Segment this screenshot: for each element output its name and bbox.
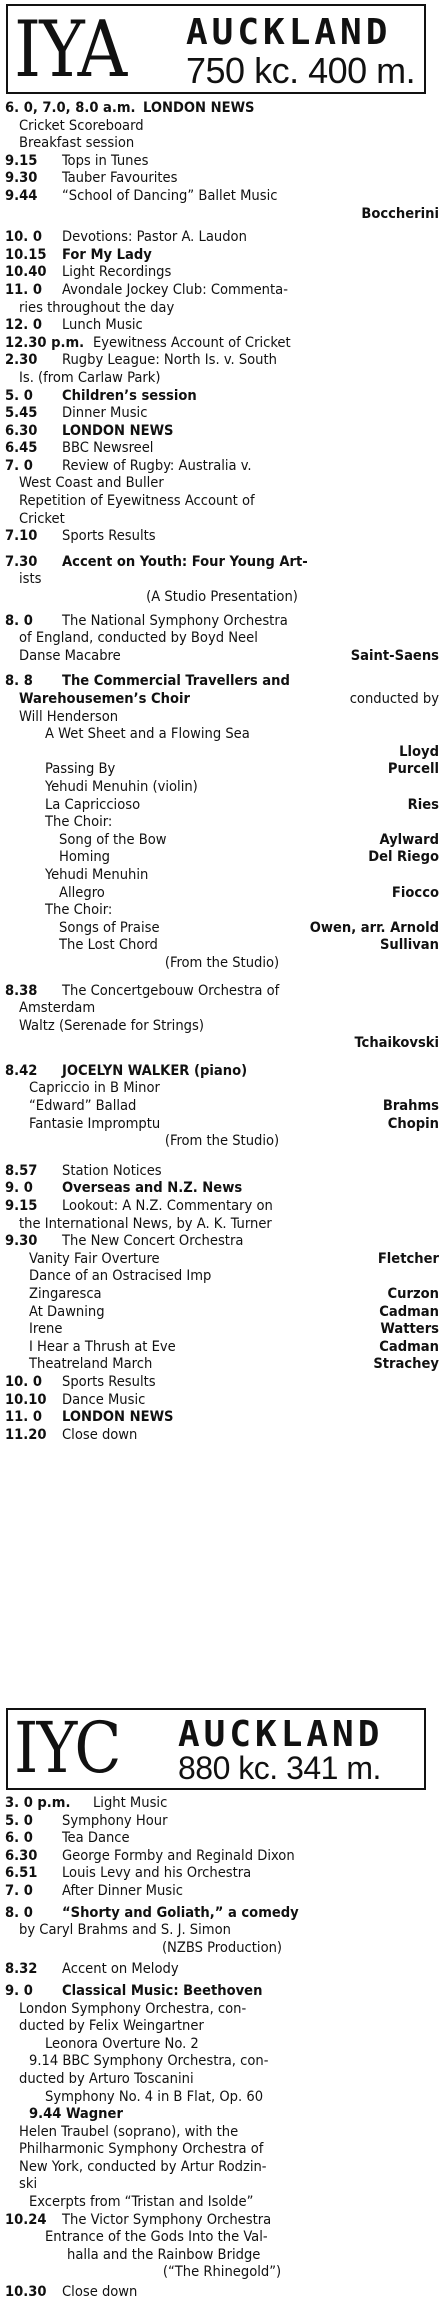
list-item: 11. 0 Avondale Jockey Club: Commenta- ries throughout the day	[5, 280, 288, 316]
list-item: 7.30 Accent on Youth: Four Young Art- ists (A Studio Presentation)	[5, 552, 308, 606]
list-item: 6.30 LONDON NEWS	[5, 421, 174, 439]
list-item: 11.20 Close down	[5, 1425, 138, 1443]
list-item: 6.45 BBC Newsreel	[5, 439, 154, 457]
list-item: 9.44 “School of Dancing” Ballet Music Boccherini	[5, 186, 439, 222]
station-frequency: 880 kc. 341 m.	[178, 1750, 381, 1786]
list-item: 6. 0 Tea Dance	[5, 1829, 130, 1847]
list-item: 3. 0 p.m. Light Music	[5, 1794, 168, 1811]
list-item: 8.57 Station Notices	[5, 1161, 162, 1179]
list-item: 10. 0 Sports Results	[5, 1372, 156, 1390]
list-item: 2.30 Rugby League: North Is. v. South Is. (from Carlaw Park)	[5, 351, 277, 386]
list-item: 12.30 p.m. Eyewitness Account of Cricket	[5, 333, 291, 351]
list-item: 6. 0, 7.0, 8.0 a.m. LONDON NEWS Cricket Scoreboard Breakfast session	[5, 99, 255, 152]
list-item: 8.38 The Concertgebouw Orchestra of Amsterdam Waltz (Serenade for Strings) Tchaikovski	[5, 981, 439, 1052]
station-callsign: IYA	[14, 5, 126, 95]
list-item: 10.10 Dance Music	[5, 1390, 146, 1408]
station-header-iya	[6, 4, 426, 94]
list-item: 5. 0 Symphony Hour	[5, 1811, 168, 1829]
list-item: 11. 0 LONDON NEWS	[5, 1408, 174, 1426]
station-callsign: IYC	[14, 1707, 120, 1789]
list-item: 9. 0 Classical Music: Beethoven London Symphony Orchestra, con- ducted by Felix Weingartner Leonora Overture No. 2 9.14 BBC Symphony Orchestra, con- ducted by Arturo Toscanini Symphony No. 4 in B Flat, Op. 60 9.44 Wagner Helen Traubel (soprano), with the Philharmonic Symphony Orchestra of New York, conducted by Artur Rodzin- ski Excerpts from “Tristan and Isolde”	[5, 1981, 269, 2211]
list-item: 8. 8 The Commercial Travellers and Warehousemen’s Choir conducted by Will Henderson A Wet Sheet and a Flowing Sea Lloyd Passing By Purcell Yehudi Menuhin (violin) La Capriccioso Ries The Choir: Song of the Bow Aylward Homing Del Riego Yehudi Menuhin Allegro Fiocco The Choir: Songs of Praise Owen, arr. Arnold The Lost Chord Sullivan (From the Studio)	[5, 672, 439, 971]
list-item: 7. 0 Review of Rugby: Australia v. West Coast and Buller Repetition of Eyewitness Account of Cricket	[5, 456, 255, 527]
station-header-iyc	[6, 1708, 426, 1790]
station-city: AUCKLAND	[186, 12, 392, 53]
list-item: 10.40 Light Recordings	[5, 263, 172, 281]
list-item: 9.30 The New Concert Orchestra Vanity Fair Overture Fletcher Dance of an Ostracised Imp Zingaresca Curzon At Dawning Cadman Irene Watters I Hear a Thrush at Eve Cadman Theatreland March Strachey	[5, 1232, 439, 1373]
list-item: 8.32 Accent on Melody	[5, 1960, 179, 1978]
list-item: 10.30 Close down	[5, 2283, 138, 2301]
list-item: 10. 0 Devotions: Pastor A. Laudon	[5, 228, 247, 246]
list-item: 7. 0 After Dinner Music	[5, 1881, 184, 1899]
list-item: 8. 0 “Shorty and Goliath,” a comedy by Caryl Brahms and S. J. Simon (NZBS Production)	[5, 1903, 299, 1956]
list-item: 9.30 Tauber Favourites	[5, 169, 178, 187]
station-frequency: 750 kc. 400 m.	[186, 50, 416, 91]
list-item: 5.45 Dinner Music	[5, 404, 148, 422]
schedule-iyc	[5, 1794, 439, 2301]
list-item: 8. 0 The National Symphony Orchestra of England, conducted by Boyd Neel Danse Macabre Saint-Saens	[5, 611, 439, 664]
list-item: 6.51 Louis Levy and his Orchestra	[5, 1864, 252, 1882]
list-item: 12. 0 Lunch Music	[5, 316, 143, 334]
list-item: 8.42 JOCELYN WALKER (piano) Capriccio in B Minor “Edward” Ballad Brahms Fantasie Impromptu Chopin (From the Studio)	[5, 1061, 439, 1150]
schedule-iya	[5, 99, 439, 1443]
list-item: 5. 0 Children’s session	[5, 386, 197, 404]
list-item: 9.15 Lookout: A N.Z. Commentary on the International News, by A. K. Turner	[5, 1197, 273, 1232]
list-item: 9.15 Tops in Tunes	[5, 151, 149, 169]
station-city: AUCKLAND	[178, 1714, 384, 1755]
list-item: 7.10 Sports Results	[5, 527, 156, 545]
list-item: 10.24 The Victor Symphony Orchestra Entrance of the Gods Into the Val- halla and the Rainbow Bridge (“The Rhinegold”)	[5, 2210, 282, 2281]
list-item: 6.30 George Formby and Reginald Dixon	[5, 1846, 295, 1864]
list-item: 9. 0 Overseas and N.Z. News	[5, 1179, 243, 1197]
list-item: 10.15 For My Lady	[5, 245, 152, 263]
